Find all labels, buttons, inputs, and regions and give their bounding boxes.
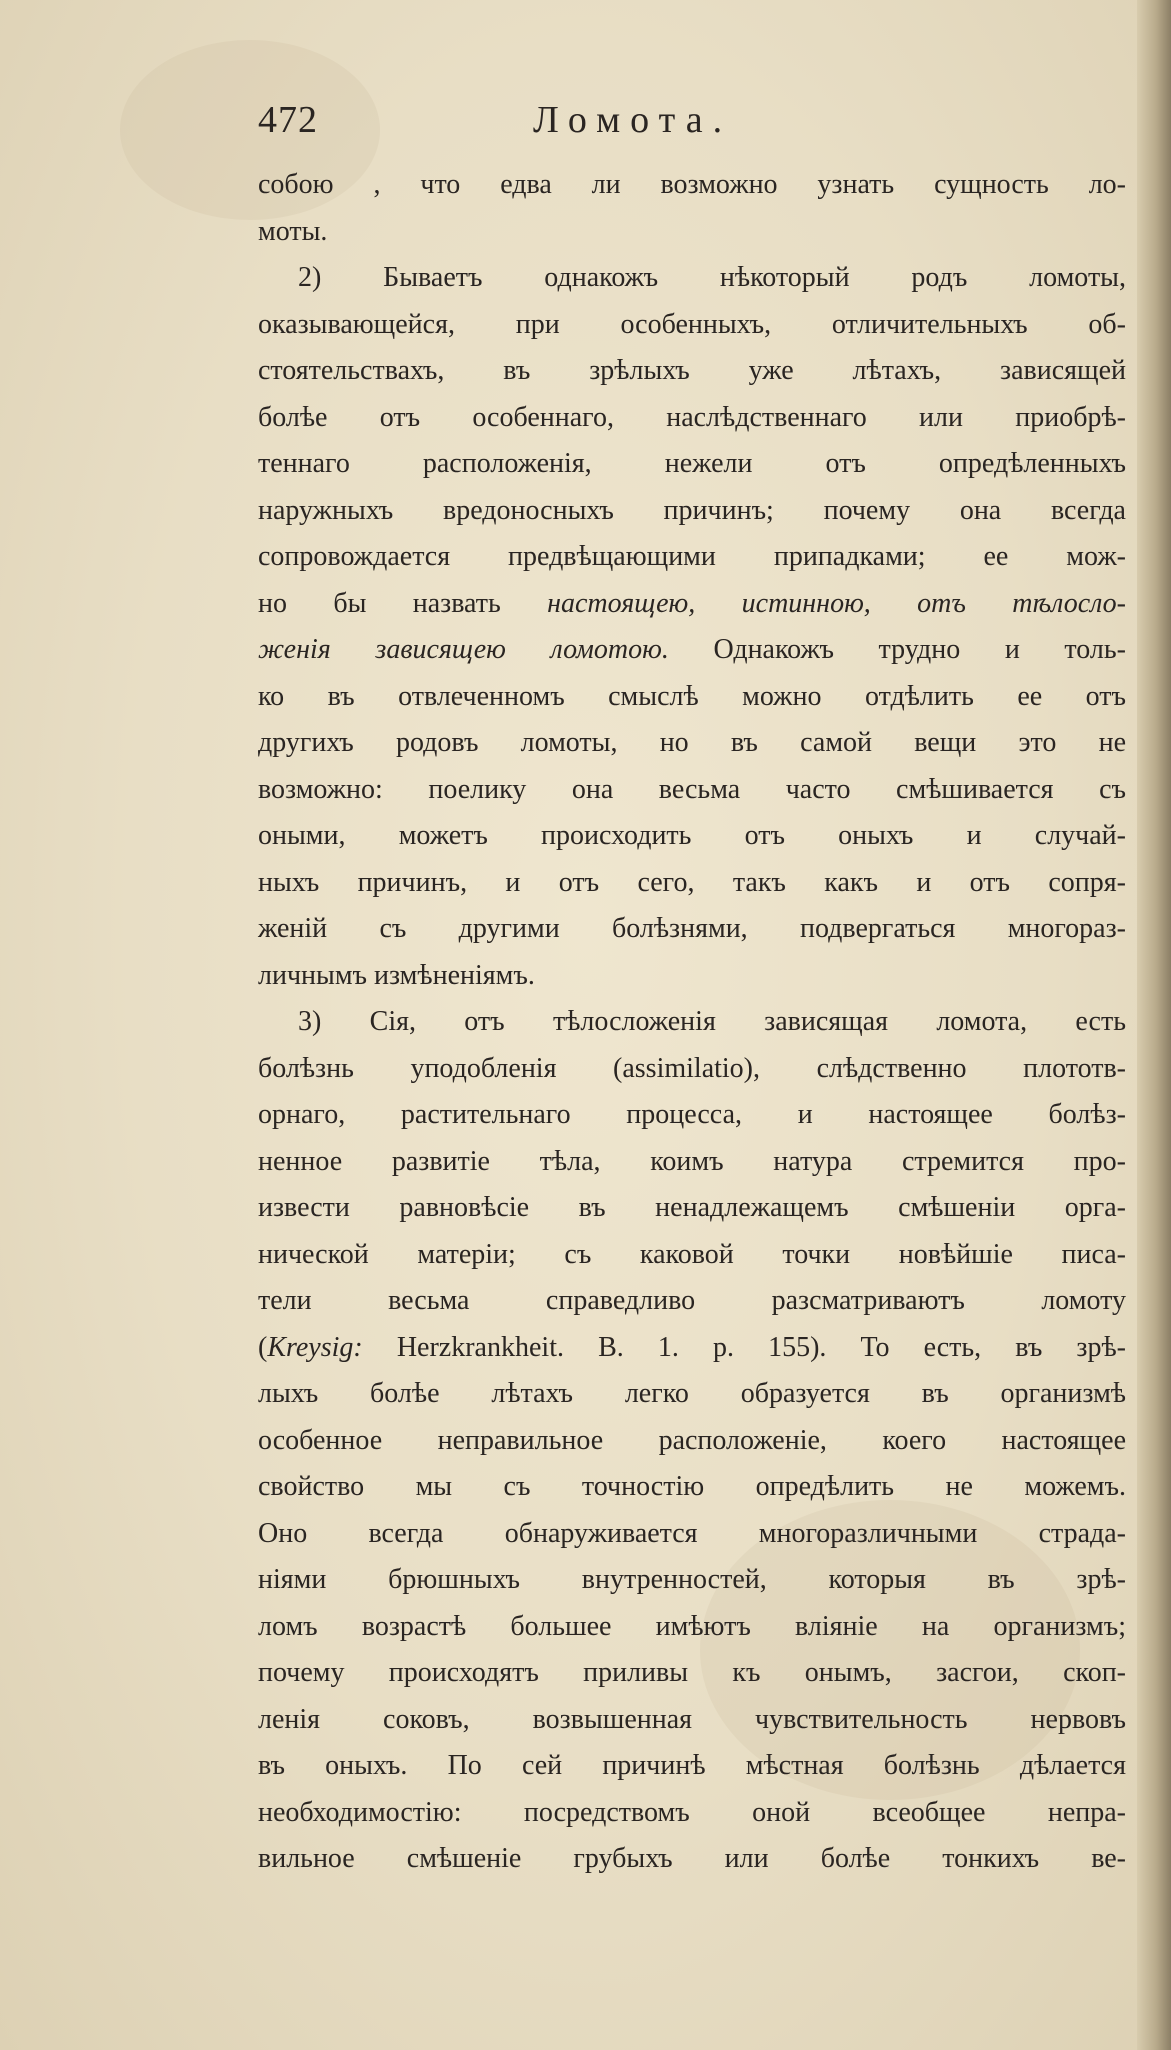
text-line: ніями брюшныхъ внутренностей, которыя въ зрѣ- [258,1564,1126,1595]
text-line: стоятельствахъ, въ зрѣлыхъ уже лѣтахъ, зависящей [258,355,1126,386]
text-line: вильное смѣшеніе грубыхъ или болѣе тонкихъ ве- [258,1843,1126,1874]
text-line: болѣе отъ особеннаго, наслѣдственнаго или приобрѣ- [258,401,1126,433]
text-line: наружныхъ вредоносныхъ причинъ; почему она всегда [258,494,1126,526]
text-line: необходимостію: посредствомъ оной всеобщее непра- [258,1796,1126,1828]
body-text [258,162,1126,1883]
text-line: Оно всегда обнаруживается многоразличными страда- [258,1517,1126,1549]
italic-term: настоящею, истинною, отъ тѣлосло- [547,587,1126,619]
text-line: почему происходятъ приливы къ онымъ, засгои, скоп- [258,1657,1126,1688]
text-line [258,1325,1126,1372]
text-line: женій съ другими болѣзнями, подвергаться многораз- [258,913,1126,944]
text-line: возможно: поелику она весьма часто смѣшивается съ [258,773,1126,805]
text-line: орнаго, растительнаго процесса, и настоящее болѣз- [258,1099,1126,1130]
text-line: въ оныхъ. По сей причинѣ мѣстная болѣзнь дѣлается [258,1750,1126,1781]
text-line: оными, можетъ происходить отъ оныхъ и случай- [258,820,1126,851]
text-line: собою , что едва ли возможно узнать сущность ло- [258,169,1126,200]
text-run: ( [258,1331,268,1363]
italic-citation: Kreysig: [267,1331,363,1363]
text-line: ко въ отвлеченномъ смыслѣ можно отдѣлить ее отъ [258,680,1126,712]
text-line: особенное неправильное расположеніе, коего настоящее [258,1424,1126,1456]
text-line [258,627,1126,674]
text-line: ленія соковъ, возвышенная чувствительность нервовъ [258,1703,1126,1735]
text-line: тели весьма справедливо разсматриваютъ ломоту [258,1285,1126,1316]
page-number: 472 [258,99,318,141]
text-line [258,581,1126,628]
text-line: ныхъ причинъ, и отъ сего, такъ какъ и отъ сопря- [258,866,1126,898]
text-line: другихъ родовъ ломоты, но въ самой вещи это не [258,727,1126,758]
paragraph-3-start: 3) Сія, отъ тѣлосложенія зависящая ломота, есть [298,1006,1126,1037]
page-header [258,98,1128,148]
text-line: моты. [258,215,328,247]
page-gutter-shadow [1137,0,1171,2050]
text-run: но бы назвать [258,587,548,619]
text-line: ломъ возрастѣ большее имѣютъ вліяніе на организмъ; [258,1610,1126,1642]
running-head-title: Ломота. [533,99,733,141]
text-line: свойство мы съ точностію опредѣлить не можемъ. [258,1471,1126,1502]
text-line: ненное развитіе тѣла, коимъ натура стремится про- [258,1145,1126,1177]
text-line: болѣзнь уподобленія (assimilatio), слѣдственно плототв- [258,1052,1126,1084]
paragraph-2-start: 2) Бываетъ однакожъ нѣкоторый родъ ломоты, [298,262,1126,293]
text-line: сопровождается предвѣщающими припадками; ее мож- [258,541,1126,572]
text-line: извести равновѣсіе въ ненадлежащемъ смѣшеніи орга- [258,1192,1126,1223]
text-line: нической матеріи; съ каковой точки новѣйшіе писа- [258,1238,1126,1270]
text-line: оказывающейся, при особенныхъ, отличительныхъ об- [258,308,1126,340]
text-line: личнымъ измѣненіямъ. [258,959,535,991]
italic-term: женія зависящею ломотою. [258,634,669,665]
text-run: Herzkrankheit. B. 1. p. 155). То есть, въ зрѣ- [362,1331,1126,1363]
text-line: лыхъ болѣе лѣтахъ легко образуется въ организмѣ [258,1378,1126,1409]
text-run: Однакожъ трудно и толь- [668,634,1126,665]
text-line: теннаго расположенія, нежели отъ опредѣленныхъ [258,448,1126,479]
